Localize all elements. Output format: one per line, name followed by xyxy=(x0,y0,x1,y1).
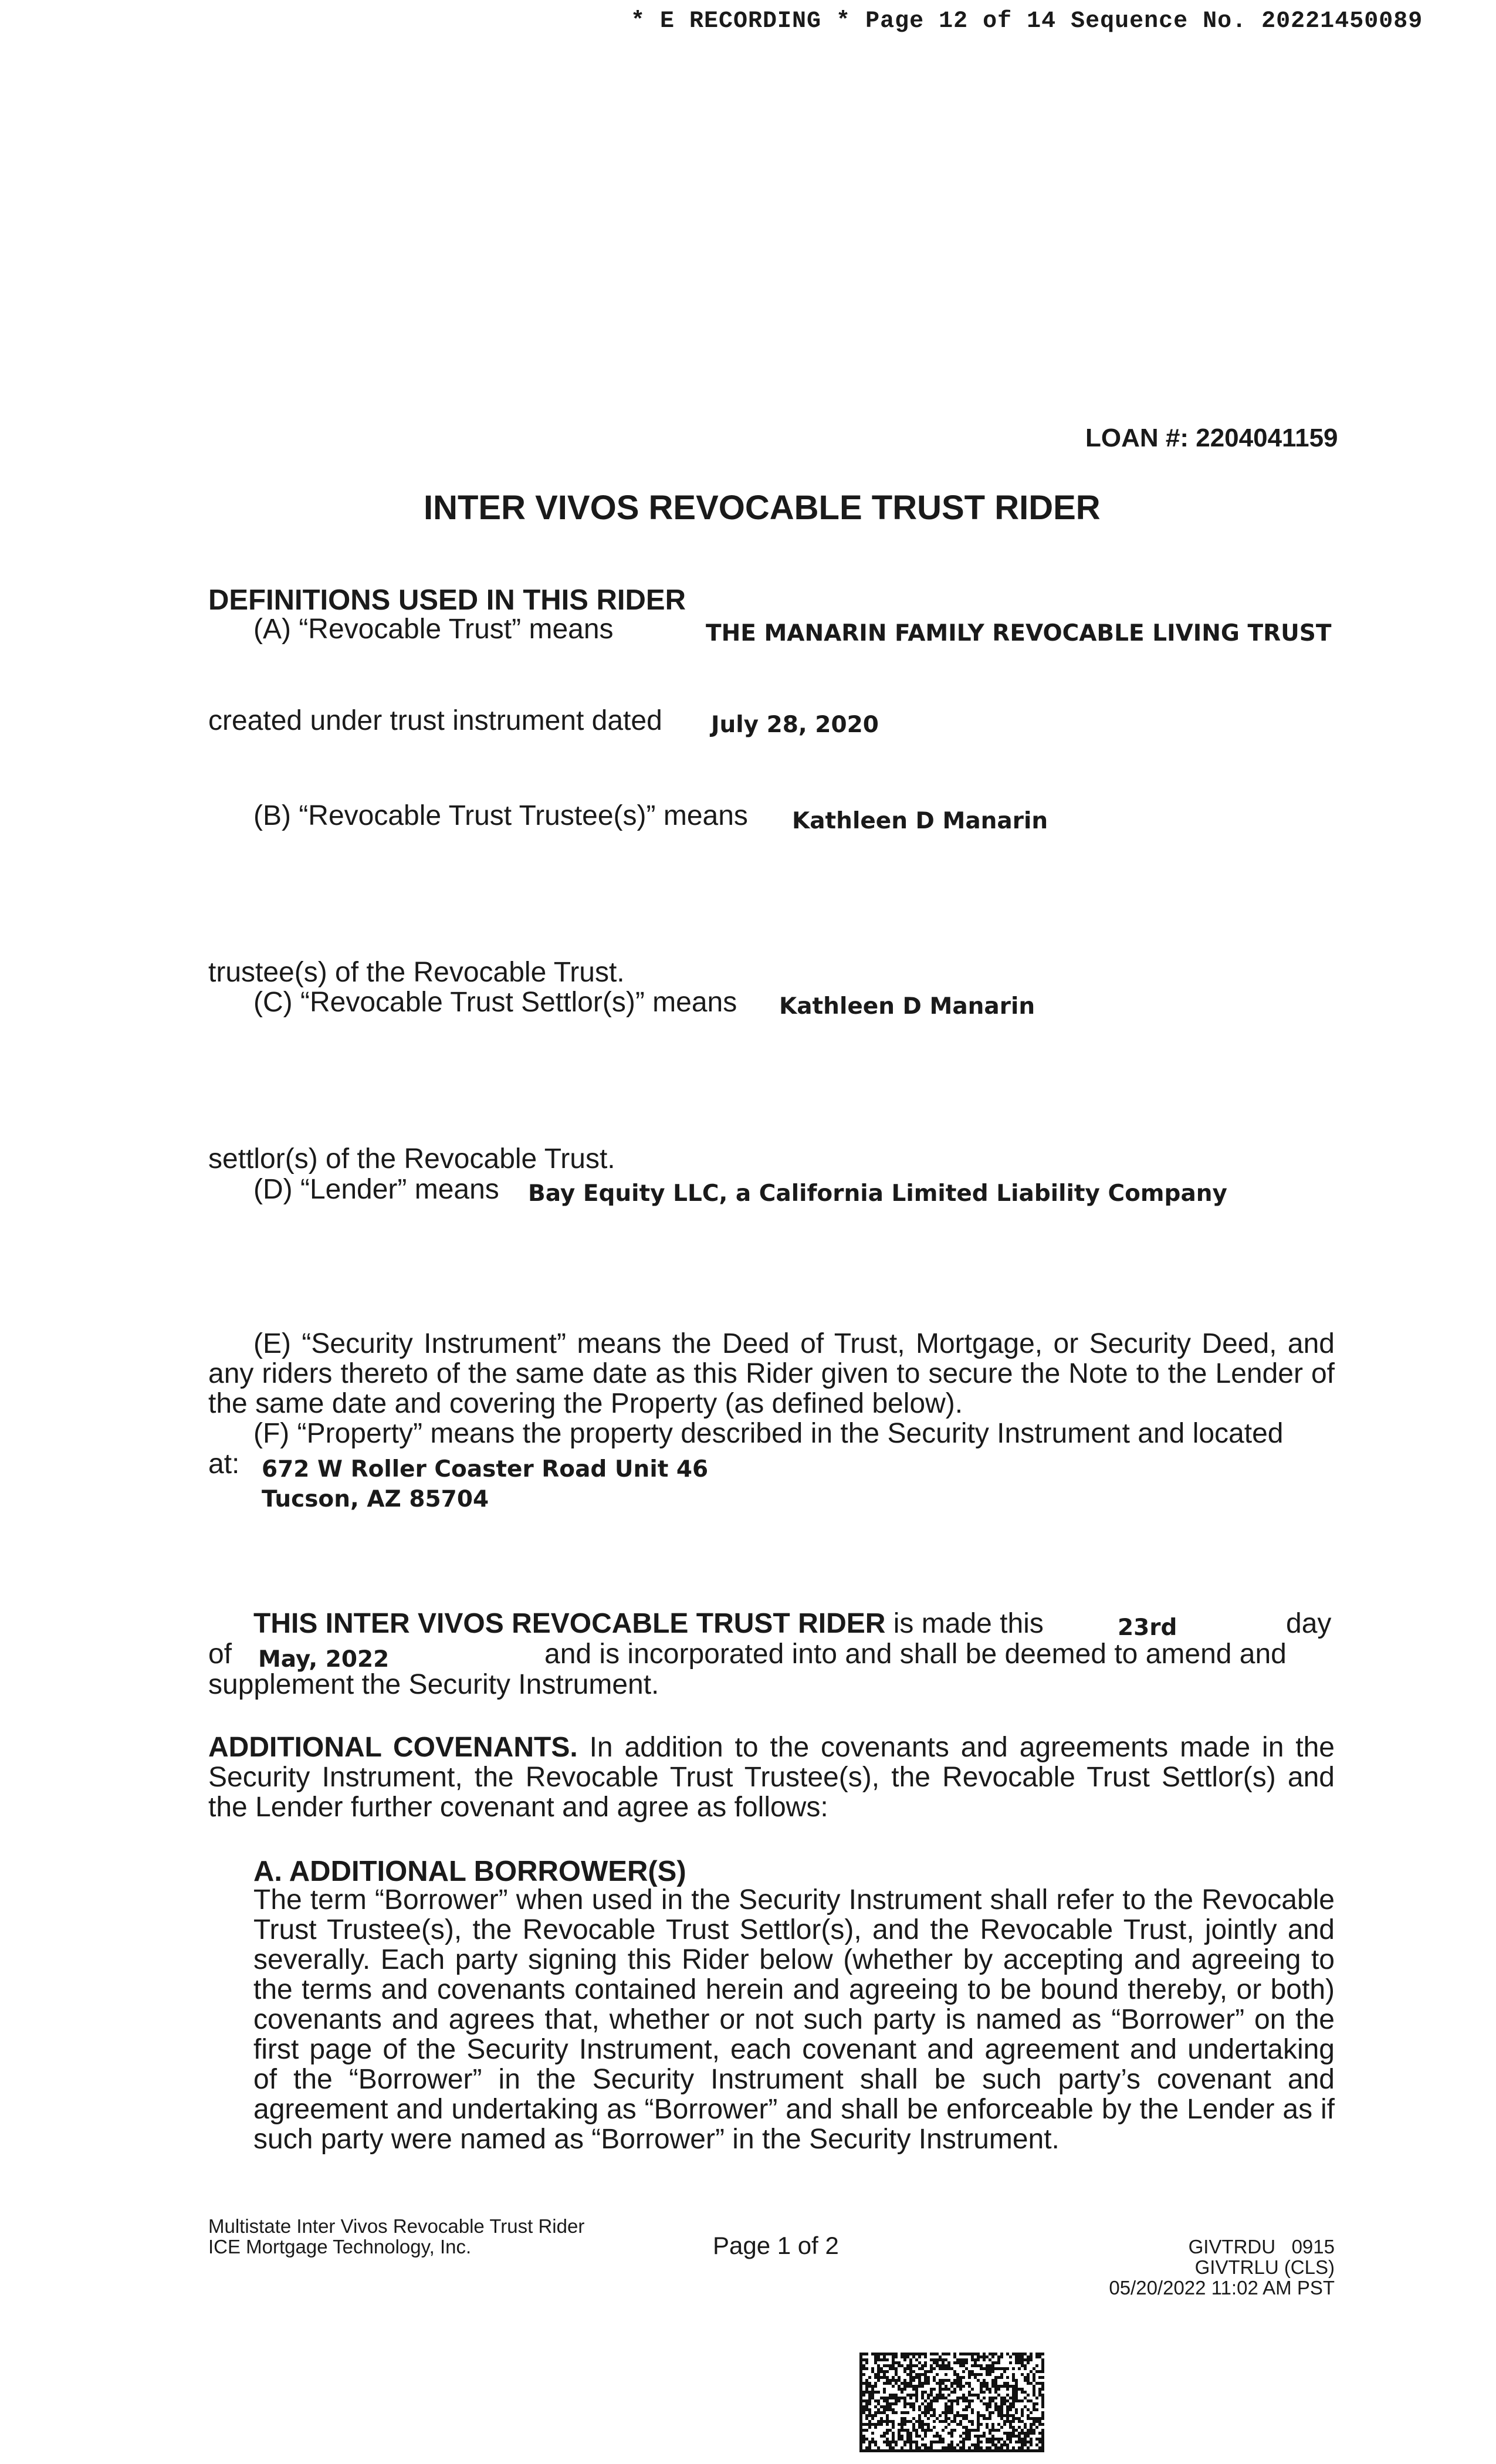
revocable-trust-name: THE MANARIN FAMILY REVOCABLE LIVING TRUST xyxy=(706,620,1332,647)
settlor-name: Kathleen D Manarin xyxy=(779,993,1035,1020)
section-a-heading: A. ADDITIONAL BORROWER(S) xyxy=(253,1856,686,1887)
loan-label: LOAN #: xyxy=(1085,424,1189,452)
property-address-line-1: 672 W Roller Coaster Road Unit 46 xyxy=(262,1456,709,1483)
additional-covenants-heading: ADDITIONAL COVENANTS. xyxy=(208,1732,578,1763)
recording-header: * E RECORDING * Page 12 of 14 Sequence No. 20221450089 xyxy=(631,8,1423,35)
created-under-label: created under trust instrument dated xyxy=(208,705,662,736)
incorporated-text: and is incorporated into and shall be deemed to amend and xyxy=(544,1639,1287,1670)
definition-a-label: (A) “Revocable Trust” means xyxy=(253,614,614,645)
rider-month-year: May, 2022 xyxy=(258,1646,390,1673)
loan-value: 2204041159 xyxy=(1196,424,1338,452)
footer-timestamp: 05/20/2022 11:02 AM PST xyxy=(1109,2277,1335,2299)
made-this-label: is made this xyxy=(893,1608,1044,1639)
footer-page-number: Page 1 of 2 xyxy=(713,2232,839,2259)
definition-b-label: (B) “Revocable Trust Trustee(s)” means xyxy=(253,800,748,831)
footer-form-code: GIVTRDU 0915 xyxy=(1188,2236,1335,2257)
day-word: day xyxy=(1286,1608,1332,1639)
additional-covenants-text: In addition to the covenants and agreements made in the Security Instrument, the Revocable Trust Trustee(s), the Revocable Trust Settlor(s) and the Lender further covenant and agree as follows: xyxy=(208,1732,1335,1823)
property-address-line-2: Tucson, AZ 85704 xyxy=(262,1486,489,1512)
rider-name-lead: THIS INTER VIVOS REVOCABLE TRUST RIDER xyxy=(253,1608,886,1639)
definition-e-text: (E) “Security Instrument” means the Deed of Trust, Mortgage, or Security Deed, and any riders thereto of the same date as this Rider given to secure the Note to the Lender of the same date and covering the Property (as defined below). xyxy=(208,1328,1335,1419)
loan-number xyxy=(1085,424,1338,453)
section-a-text: The term “Borrower” when used in the Security Instrument shall refer to the Revocable Trust Trustee(s), the Revocable Trust Settlor(s), and the Revocable Trust, jointly and severally. Each party signing this Rider below (whether by accepting and agreeing to the terms and covenants contained herein and agreeing to be bound thereby, or both) covenants and agrees that, whether or not such party is named as “Borrower” on the first page of the Security Instrument, each covenant and agreement and undertaking of the “Borrower” in the Security Instrument shall be such party’s covenant and agreement and undertaking as “Borrower” and shall be enforceable by the Lender as if such party were named as “Borrower” in the Security Instrument. xyxy=(253,1884,1335,2155)
definition-c-label: (C) “Revocable Trust Settlor(s)” means xyxy=(253,987,737,1018)
document-title: INTER VIVOS REVOCABLE TRUST RIDER xyxy=(424,489,1101,527)
made-this-line xyxy=(253,1609,1044,1639)
definition-f-at: at: xyxy=(208,1448,240,1480)
definition-b-suffix: trustee(s) of the Revocable Trust. xyxy=(208,957,625,988)
footer-company: ICE Mortgage Technology, Inc. xyxy=(208,2236,472,2257)
footer-form-name: Multistate Inter Vivos Revocable Trust Rider xyxy=(208,2215,585,2237)
of-word: of xyxy=(208,1639,232,1670)
definition-d-label: (D) “Lender” means xyxy=(253,1174,499,1205)
definition-f-text: (F) “Property” means the property described in the Security Instrument and located xyxy=(253,1418,1284,1449)
barcode-icon xyxy=(859,2353,1044,2452)
lender-name: Bay Equity LLC, a California Limited Liability Company xyxy=(528,1180,1227,1207)
definitions-heading: DEFINITIONS USED IN THIS RIDER xyxy=(208,584,686,616)
rider-day: 23rd xyxy=(1118,1615,1177,1641)
trustee-name: Kathleen D Manarin xyxy=(792,808,1048,834)
trust-date: July 28, 2020 xyxy=(711,712,879,738)
additional-covenants-paragraph xyxy=(208,1732,1335,1822)
footer-form-code-2: GIVTRLU (CLS) xyxy=(1194,2256,1335,2278)
supplement-text: supplement the Security Instrument. xyxy=(208,1669,659,1700)
definition-c-suffix: settlor(s) of the Revocable Trust. xyxy=(208,1143,615,1175)
